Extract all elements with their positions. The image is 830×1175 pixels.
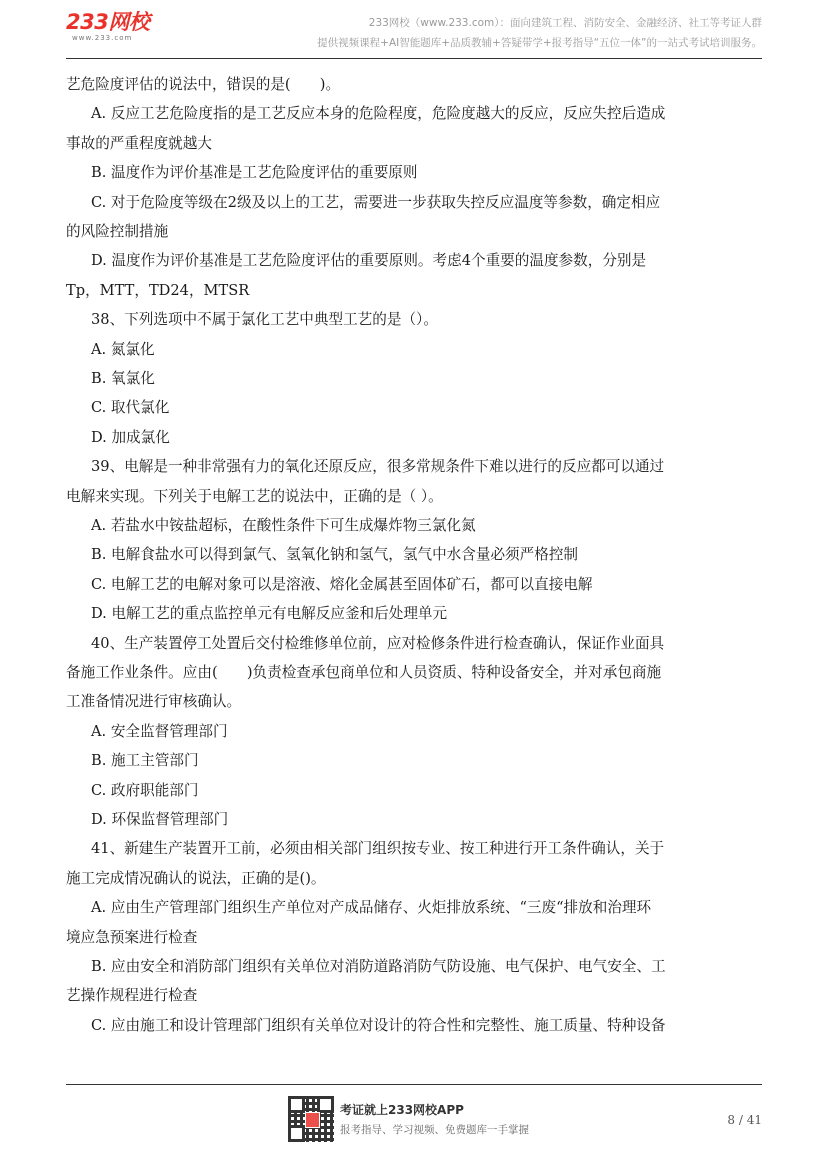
question-line: 41、新建生产装置开工前，必须由相关部门组织按专业、按工种进行开工条件确认，关于	[91, 840, 665, 858]
qr-finder-top-left	[288, 1096, 305, 1113]
option-line: B. 温度作为评价基准是工艺危险度评估的重要原则	[91, 164, 418, 182]
option-line: C. 对于危险度等级在2级及以上的工艺，需要进一步获取失控反应温度等参数，确定相应	[91, 193, 661, 211]
app-promo-title[interactable]: 考证就上233网校APP	[340, 1103, 464, 1117]
question-line: 40、生产装置停工处置后交付检维修单位前，应对检修条件进行检查确认，保证作业面具	[91, 634, 665, 652]
tagline-line-1: 233网校（www.233.com）：面向建筑工程、消防安全、金融经济、社工等考证人群	[368, 17, 762, 29]
header-divider	[66, 58, 762, 59]
option-line: B. 应由安全和消防部门组织有关单位对消防道路消防气防设施、电气保护、电气安全、工	[91, 958, 666, 975]
option-line: D. 环保监督管理部门	[91, 811, 229, 828]
question-line: 38、下列选项中不属于氯化工艺中典型工艺的是（）。	[91, 311, 438, 329]
option-line: C. 政府职能部门	[91, 781, 199, 799]
page-number: 8 / 41	[727, 1113, 762, 1127]
option-line: B. 氧氯化	[91, 370, 155, 387]
qr-code[interactable]	[288, 1096, 334, 1142]
question-line: 39、电解是一种非常强有力的氧化还原反应，很多常规条件下难以进行的反应都可以通过	[91, 458, 665, 476]
option-line: A. 应由生产管理部门组织生产单位对产成品储存、火炬排放系统、“三废“排放和治理环	[91, 899, 652, 917]
logo-text: 233网校	[66, 10, 150, 34]
option-line: A. 安全监督管理部门	[91, 722, 228, 740]
text-line: 工准备情况进行审核确认。	[66, 693, 242, 711]
qr-finder-bottom-left	[288, 1125, 305, 1142]
option-line: B. 电解食盐水可以得到氯气、氢氧化钠和氢气，氢气中水含量必须严格控制	[91, 546, 579, 564]
qr-finder-top-right	[317, 1096, 334, 1113]
text-line: 的风险控制措施	[66, 223, 169, 240]
text-line: 境应急预案进行检查	[66, 928, 198, 946]
text-line: 艺操作规程进行检查	[66, 987, 198, 1005]
text-line: 电解来实现。下列关于电解工艺的说法中，正确的是（ ）。	[66, 487, 443, 505]
option-line: D. 温度作为评价基准是工艺危险度评估的重要原则。考虑4个重要的温度参数，分别是	[91, 252, 647, 270]
footer-divider	[66, 1084, 762, 1085]
tagline-line-2: 提供视频课程+AI智能题库+品质教辅+答疑带学+报考指导“五位一体”的一站式考试培训服务。	[317, 37, 762, 49]
option-line: A. 若盐水中铵盐超标，在酸性条件下可生成爆炸物三氯化氮	[91, 517, 476, 534]
text-line: 艺危险度评估的说法中，错误的是( )。	[66, 76, 341, 93]
option-line: A. 反应工艺危险度指的是工艺反应本身的危险程度，危险度越大的反应，反应失控后造成	[91, 105, 666, 123]
app-promo-subtitle: 报考指导、学习视频、免费题库一手掌握	[340, 1124, 529, 1136]
option-line: C. 电解工艺的电解对象可以是溶液、熔化金属甚至固体矿石，都可以直接电解	[91, 575, 593, 593]
option-line: A. 氮氯化	[91, 340, 155, 358]
option-line: C. 应由施工和设计管理部门组织有关单位对设计的符合性和完整性、施工质量、特种设备	[91, 1016, 666, 1034]
option-line: B. 施工主管部门	[91, 752, 199, 770]
text-line: 事故的严重程度就越大	[66, 134, 212, 152]
option-line: D. 电解工艺的重点监控单元有电解反应釜和后处理单元	[91, 605, 448, 623]
option-line: C. 取代氯化	[91, 399, 170, 417]
page-header	[0, 0, 830, 60]
header-tagline	[242, 13, 762, 53]
qr-logo-badge	[305, 1112, 320, 1128]
text-line: Tp，MTT，TD24，MTSR	[66, 281, 250, 299]
text-line: 施工完成情况确认的说法，正确的是()。	[66, 869, 326, 887]
text-line: 备施工作业条件。应由( )负责检查承包商单位和人员资质、特种设备安全，并对承包商施	[66, 664, 662, 681]
logo-url: www.233.com	[72, 34, 133, 42]
option-line: D. 加成氯化	[91, 428, 170, 446]
brand-logo[interactable]	[66, 10, 166, 50]
